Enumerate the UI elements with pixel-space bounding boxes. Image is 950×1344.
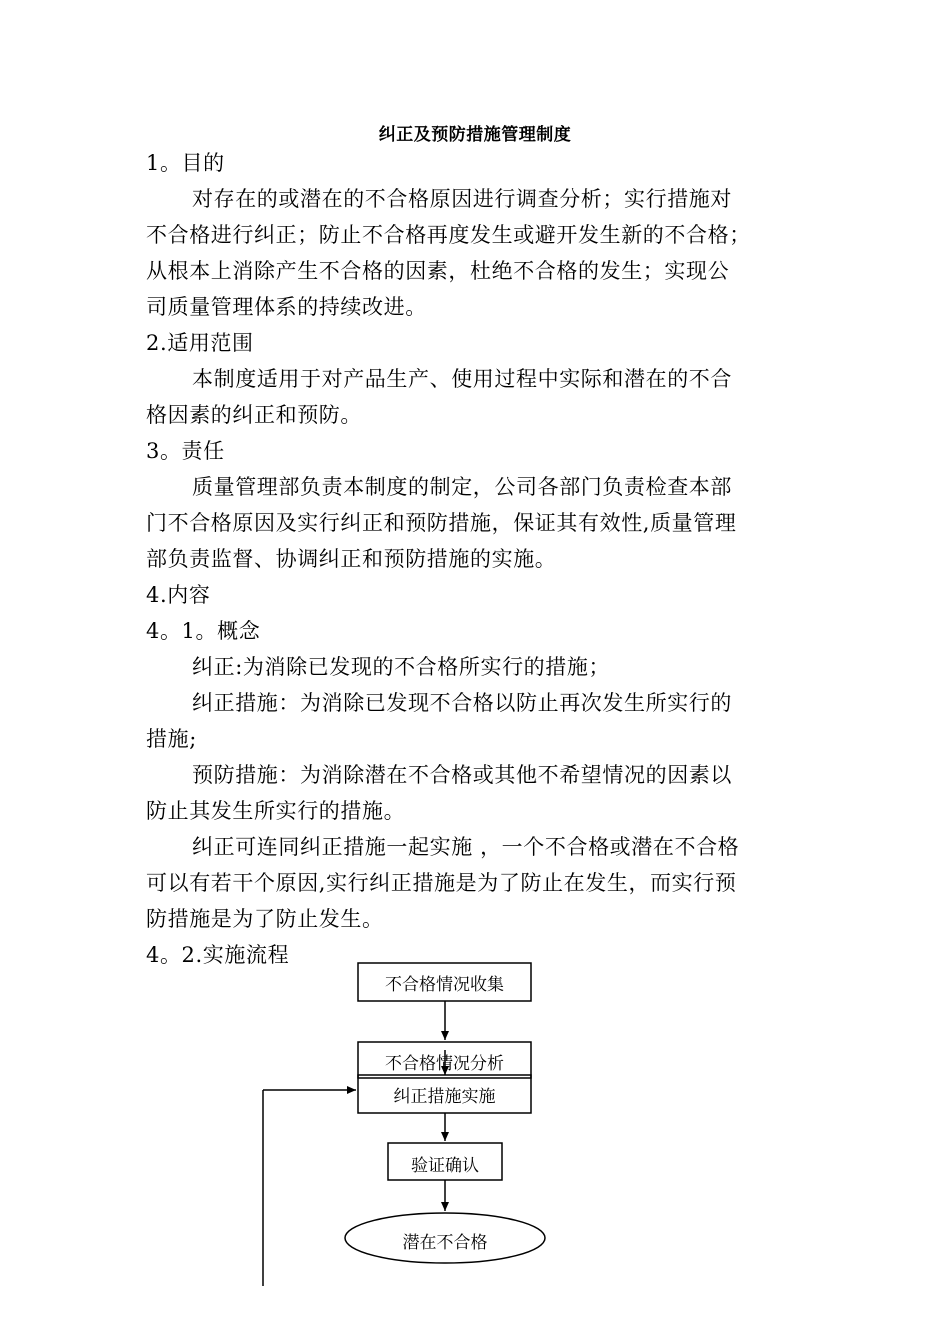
- paragraph-line: 预防措施：为消除潜在不合格或其他不希望情况的因素以: [192, 763, 732, 787]
- subsection-heading-process: 4。2.实施流程: [146, 943, 290, 967]
- flow-label-implement: 纠正措施实施: [393, 1087, 496, 1107]
- flow-label-analyze: 不合格情况分析: [385, 1054, 504, 1074]
- paragraph-line: 措施;: [146, 727, 197, 751]
- paragraph-line: 格因素的纠正和预防。: [146, 403, 362, 427]
- paragraph-line: 防止其发生所实行的措施。: [146, 799, 406, 823]
- paragraph-line: 可以有若干个原因,实行纠正措施是为了防止在发生，而实行预: [146, 871, 737, 895]
- document-title: 纠正及预防措施管理制度: [378, 125, 572, 145]
- paragraph-line: 门不合格原因及实行纠正和预防措施，保证其有效性,质量管理: [146, 511, 737, 535]
- flow-label-verify: 验证确认: [411, 1156, 479, 1176]
- section-heading-content: 4.内容: [146, 583, 211, 607]
- section-heading-scope: 2.适用范围: [146, 331, 254, 355]
- paragraph-line: 纠正:为消除已发现的不合格所实行的措施；: [192, 655, 611, 679]
- flow-label-collect: 不合格情况收集: [385, 975, 504, 995]
- subsection-heading-concepts: 4。1。概念: [146, 619, 261, 643]
- paragraph-line: 防措施是为了防止发生。: [146, 907, 384, 931]
- paragraph-line: 本制度适用于对产品生产、使用过程中实际和潜在的不合: [192, 367, 732, 391]
- paragraph-line: 质量管理部负责本制度的制定，公司各部门负责检查本部: [192, 475, 732, 499]
- paragraph-line: 纠正措施：为消除已发现不合格以防止再次发生所实行的: [192, 691, 732, 715]
- flow-label-potential: 潜在不合格: [402, 1233, 488, 1253]
- section-heading-purpose: 1。目的: [146, 151, 225, 175]
- paragraph-line: 对存在的或潜在的不合格原因进行调查分析；实行措施对: [192, 187, 732, 211]
- paragraph-line: 司质量管理体系的持续改进。: [146, 295, 427, 319]
- section-heading-responsibility: 3。责任: [146, 439, 225, 463]
- paragraph-line: 部负责监督、协调纠正和预防措施的实施。: [146, 547, 557, 571]
- paragraph-line: 从根本上消除产生不合格的因素，杜绝不合格的发生；实现公: [146, 259, 730, 283]
- paragraph-line: 纠正可连同纠正措施一起实施 ，一个不合格或潜在不合格: [192, 835, 740, 859]
- paragraph-line: 不合格进行纠正；防止不合格再度发生或避开发生新的不合格；: [146, 223, 751, 247]
